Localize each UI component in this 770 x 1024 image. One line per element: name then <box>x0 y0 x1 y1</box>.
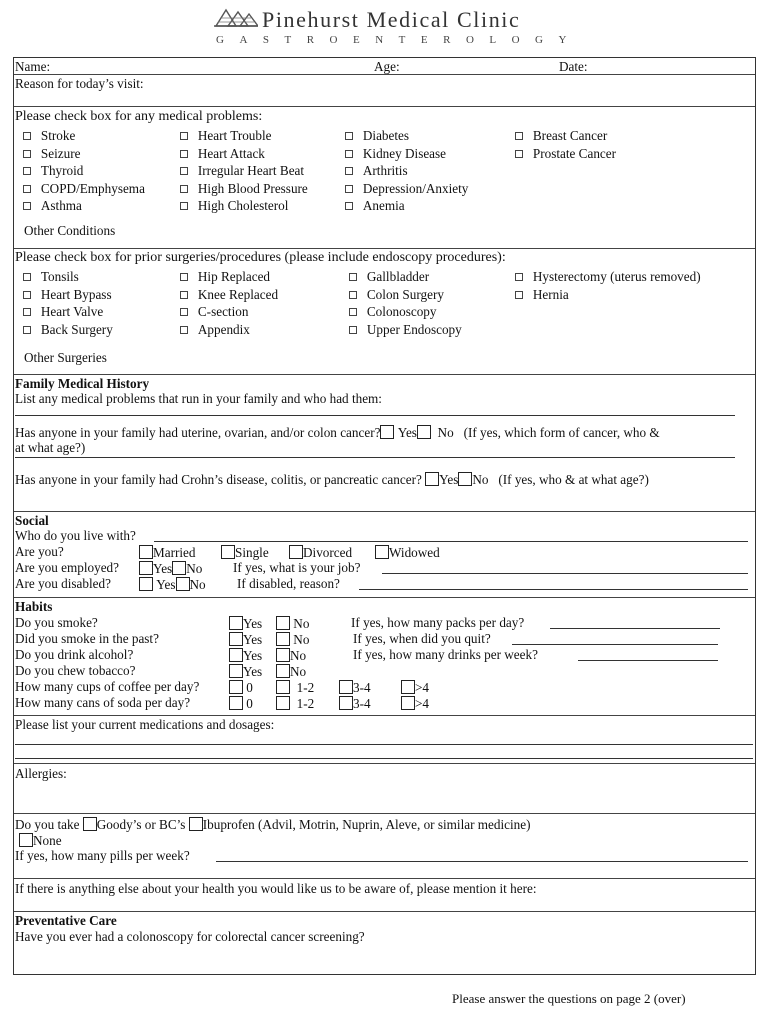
checkbox-item[interactable]: Kidney Disease <box>345 145 468 163</box>
soda-0-checkbox[interactable] <box>229 696 243 710</box>
checkbox-item[interactable]: Gallbladder <box>349 268 462 286</box>
checkbox[interactable] <box>180 273 188 281</box>
name-label: Name: <box>15 59 51 74</box>
checkbox-item[interactable]: COPD/Emphysema <box>23 180 145 198</box>
clinic-header <box>0 4 770 50</box>
social-section <box>14 512 755 598</box>
preventative-heading: Preventative Care <box>15 913 117 928</box>
checkbox-item[interactable]: Prostate Cancer <box>515 145 616 163</box>
other-info-section[interactable] <box>14 879 755 912</box>
smoke-no-checkbox[interactable] <box>276 616 290 630</box>
checkbox[interactable] <box>515 291 523 299</box>
checkbox[interactable] <box>180 150 188 158</box>
patient-intake-form <box>13 57 756 975</box>
live-with-label: Who do you live with? <box>15 528 136 543</box>
clinic-name: Pinehurst Medical Clinic <box>262 7 521 32</box>
soda-1-2-checkbox[interactable] <box>276 696 290 710</box>
date-label: Date: <box>559 59 588 74</box>
checkbox[interactable] <box>23 273 31 281</box>
married-checkbox[interactable] <box>139 545 153 559</box>
surgeries-col4 <box>515 268 701 303</box>
problems-col3 <box>345 127 468 215</box>
smoke-row: Do you smoke? Yes No If yes, how many packs per day? <box>15 615 525 631</box>
checkbox[interactable] <box>180 185 188 193</box>
checkbox-item[interactable]: Hernia <box>515 286 701 304</box>
checkbox-item[interactable]: Arthritis <box>345 162 468 180</box>
cancer-followup: at what age?) <box>15 440 86 455</box>
checkbox[interactable] <box>180 326 188 334</box>
checkbox-item[interactable]: Upper Endoscopy <box>349 321 462 339</box>
checkbox[interactable] <box>180 167 188 175</box>
none-checkbox[interactable] <box>19 833 33 847</box>
checkbox-item[interactable]: C-section <box>180 303 278 321</box>
alcohol-row: Do you drink alcohol? Yes No If yes, how many drinks per week? <box>15 647 538 663</box>
checkbox[interactable] <box>23 185 31 193</box>
widowed-checkbox[interactable] <box>375 545 389 559</box>
smoke-past-no-checkbox[interactable] <box>276 632 290 646</box>
allergies-section[interactable] <box>14 764 755 814</box>
family-heading: Family Medical History <box>15 376 150 391</box>
medications-section <box>14 716 755 764</box>
other-surgeries-label: Other Surgeries <box>24 350 107 365</box>
family-list-line[interactable] <box>15 415 735 416</box>
otc-none-row: None <box>19 833 62 847</box>
coffee-3-4-checkbox[interactable] <box>339 680 353 694</box>
checkbox-item[interactable]: Breast Cancer <box>515 127 616 145</box>
divorced-checkbox[interactable] <box>289 545 303 559</box>
employed-yes-checkbox[interactable] <box>139 561 153 575</box>
medications-line[interactable] <box>15 744 753 745</box>
surgeries-section <box>14 249 755 375</box>
problems-col4 <box>515 127 616 162</box>
checkbox-item[interactable]: Back Surgery <box>23 321 113 339</box>
cancer-yes-checkbox[interactable] <box>380 425 394 439</box>
alcohol-yes-checkbox[interactable] <box>229 648 243 662</box>
medical-problems-section <box>14 107 755 249</box>
disabled-no-checkbox[interactable] <box>176 577 190 591</box>
age-label: Age: <box>374 59 400 74</box>
checkbox-item[interactable]: High Cholesterol <box>180 197 308 215</box>
other-info-label: If there is anything else about your health you would like us to be aware of, please mention it here: <box>15 881 537 896</box>
checkbox[interactable] <box>345 185 353 193</box>
problems-col2 <box>180 127 308 215</box>
otc-row: Do you take Goody’s or BC’s Ibuprofen (Advil, Motrin, Nuprin, Aleve, or similar medicine) <box>15 817 531 832</box>
smoke-past-yes-checkbox[interactable] <box>229 632 243 646</box>
job-line[interactable] <box>382 573 748 574</box>
disabled-reason-line[interactable] <box>359 589 748 590</box>
cancer-no-checkbox[interactable] <box>417 425 431 439</box>
checkbox-item[interactable]: Seizure <box>23 145 145 163</box>
soda-row: How many cans of soda per day? 0 1-2 3-4 >4 <box>15 695 430 711</box>
employed-no-checkbox[interactable] <box>172 561 186 575</box>
habits-section <box>14 598 755 716</box>
crohns-no-checkbox[interactable] <box>458 472 472 486</box>
smoke-yes-checkbox[interactable] <box>229 616 243 630</box>
surgeries-heading: Please check box for prior surgeries/procedures (please include endoscopy procedures): <box>15 250 506 265</box>
surgeries-col3 <box>349 268 462 338</box>
checkbox[interactable] <box>515 132 523 140</box>
cancer-answer-line[interactable] <box>15 457 735 458</box>
tobacco-yes-checkbox[interactable] <box>229 664 243 678</box>
checkbox-item[interactable]: Knee Replaced <box>180 286 278 304</box>
smoke-past-row: Did you smoke in the past? Yes No If yes, when did you quit? <box>15 631 491 647</box>
social-heading: Social <box>15 513 49 528</box>
checkbox[interactable] <box>349 291 357 299</box>
checkbox[interactable] <box>23 167 31 175</box>
checkbox[interactable] <box>23 150 31 158</box>
checkbox[interactable] <box>23 291 31 299</box>
packs-line[interactable] <box>550 628 720 629</box>
checkbox-item[interactable]: Asthma <box>23 197 145 215</box>
goodys-checkbox[interactable] <box>83 817 97 831</box>
name-row <box>14 58 755 75</box>
family-list-label: List any medical problems that run in your family and who had them: <box>15 391 382 406</box>
employed-row: Are you employed? Yes No If yes, what is your job? <box>15 560 361 576</box>
tobacco-no-checkbox[interactable] <box>276 664 290 678</box>
checkbox-item[interactable]: Diabetes <box>345 127 468 145</box>
family-history-section <box>14 375 755 512</box>
drinks-line[interactable] <box>578 660 718 661</box>
checkbox-item[interactable]: Colonoscopy <box>349 303 462 321</box>
quit-line[interactable] <box>512 644 718 645</box>
checkbox-item[interactable]: Stroke <box>23 127 145 145</box>
preventative-care-section <box>14 912 755 974</box>
checkbox[interactable] <box>345 132 353 140</box>
marital-status-row: Are you? Married Single Divorced Widowed <box>15 544 440 560</box>
checkbox[interactable] <box>345 202 353 210</box>
checkbox[interactable] <box>23 202 31 210</box>
ibuprofen-checkbox[interactable] <box>189 817 203 831</box>
department-name: GASTROENTEROLOGY <box>216 34 582 46</box>
other-conditions-label: Other Conditions <box>24 223 116 238</box>
coffee-row: How many cups of coffee per day? 0 1-2 3-4 >4 <box>15 679 430 695</box>
checkbox[interactable] <box>180 308 188 316</box>
checkbox[interactable] <box>345 150 353 158</box>
checkbox-item[interactable]: Anemia <box>345 197 468 215</box>
checkbox-item[interactable]: Depression/Anxiety <box>345 180 468 198</box>
problems-col1 <box>23 127 145 215</box>
checkbox[interactable] <box>345 167 353 175</box>
live-with-line[interactable] <box>154 541 748 542</box>
pine-trees-logo-icon <box>214 8 258 28</box>
checkbox-item[interactable]: Heart Valve <box>23 303 113 321</box>
checkbox-item[interactable]: Heart Trouble <box>180 127 308 145</box>
single-checkbox[interactable] <box>221 545 235 559</box>
problems-heading: Please check box for any medical problems: <box>15 109 263 124</box>
checkbox[interactable] <box>180 291 188 299</box>
surgeries-col1 <box>23 268 113 338</box>
checkbox[interactable] <box>349 308 357 316</box>
coffee-1-2-checkbox[interactable] <box>276 680 290 694</box>
checkbox[interactable] <box>349 273 357 281</box>
checkbox-item[interactable]: Irregular Heart Beat <box>180 162 308 180</box>
checkbox-item[interactable]: Heart Bypass <box>23 286 113 304</box>
checkbox[interactable] <box>23 326 31 334</box>
soda-over-4-checkbox[interactable] <box>401 696 415 710</box>
crohns-yes-checkbox[interactable] <box>425 472 439 486</box>
habits-heading: Habits <box>15 599 53 614</box>
checkbox[interactable] <box>23 132 31 140</box>
otc-medicine-section <box>14 814 755 879</box>
checkbox-item[interactable]: Thyroid <box>23 162 145 180</box>
crohns-question: Has anyone in your family had Crohn’s disease, colitis, or pancreatic cancer? Yes No (If yes, who & at what age?) <box>15 472 649 487</box>
colonoscopy-question: Have you ever had a colonoscopy for colorectal cancer screening? <box>15 929 365 944</box>
checkbox-item[interactable]: Tonsils <box>23 268 113 286</box>
checkbox[interactable] <box>349 326 357 334</box>
cancer-question: Has anyone in your family had uterine, ovarian, and/or colon cancer? Yes No (If yes, which form of cancer, who & <box>15 425 660 440</box>
checkbox-item[interactable]: High Blood Pressure <box>180 180 308 198</box>
medications-line[interactable] <box>15 758 753 759</box>
tobacco-row: Do you chew tobacco? Yes No <box>15 663 307 679</box>
checkbox-item[interactable]: Hysterectomy (uterus removed) <box>515 268 701 286</box>
checkbox[interactable] <box>515 150 523 158</box>
coffee-0-checkbox[interactable] <box>229 680 243 694</box>
page-footer: Please answer the questions on page 2 (over) <box>452 991 686 1006</box>
checkbox-item[interactable]: Hip Replaced <box>180 268 278 286</box>
checkbox-item[interactable]: Colon Surgery <box>349 286 462 304</box>
reason-label: Reason for today’s visit: <box>15 76 144 91</box>
surgeries-col2 <box>180 268 278 338</box>
checkbox[interactable] <box>23 308 31 316</box>
checkbox-item[interactable]: Heart Attack <box>180 145 308 163</box>
soda-3-4-checkbox[interactable] <box>339 696 353 710</box>
alcohol-no-checkbox[interactable] <box>276 648 290 662</box>
checkbox[interactable] <box>515 273 523 281</box>
reason-section[interactable] <box>14 75 755 107</box>
disabled-row: Are you disabled? Yes No If disabled, reason? <box>15 576 340 592</box>
medications-label: Please list your current medications and dosages: <box>15 717 275 732</box>
checkbox[interactable] <box>180 132 188 140</box>
checkbox-item[interactable]: Appendix <box>180 321 278 339</box>
pills-line[interactable] <box>216 861 748 862</box>
allergies-label: Allergies: <box>15 766 67 781</box>
pills-label: If yes, how many pills per week? <box>15 848 190 863</box>
checkbox[interactable] <box>180 202 188 210</box>
coffee-over-4-checkbox[interactable] <box>401 680 415 694</box>
disabled-yes-checkbox[interactable] <box>139 577 153 591</box>
